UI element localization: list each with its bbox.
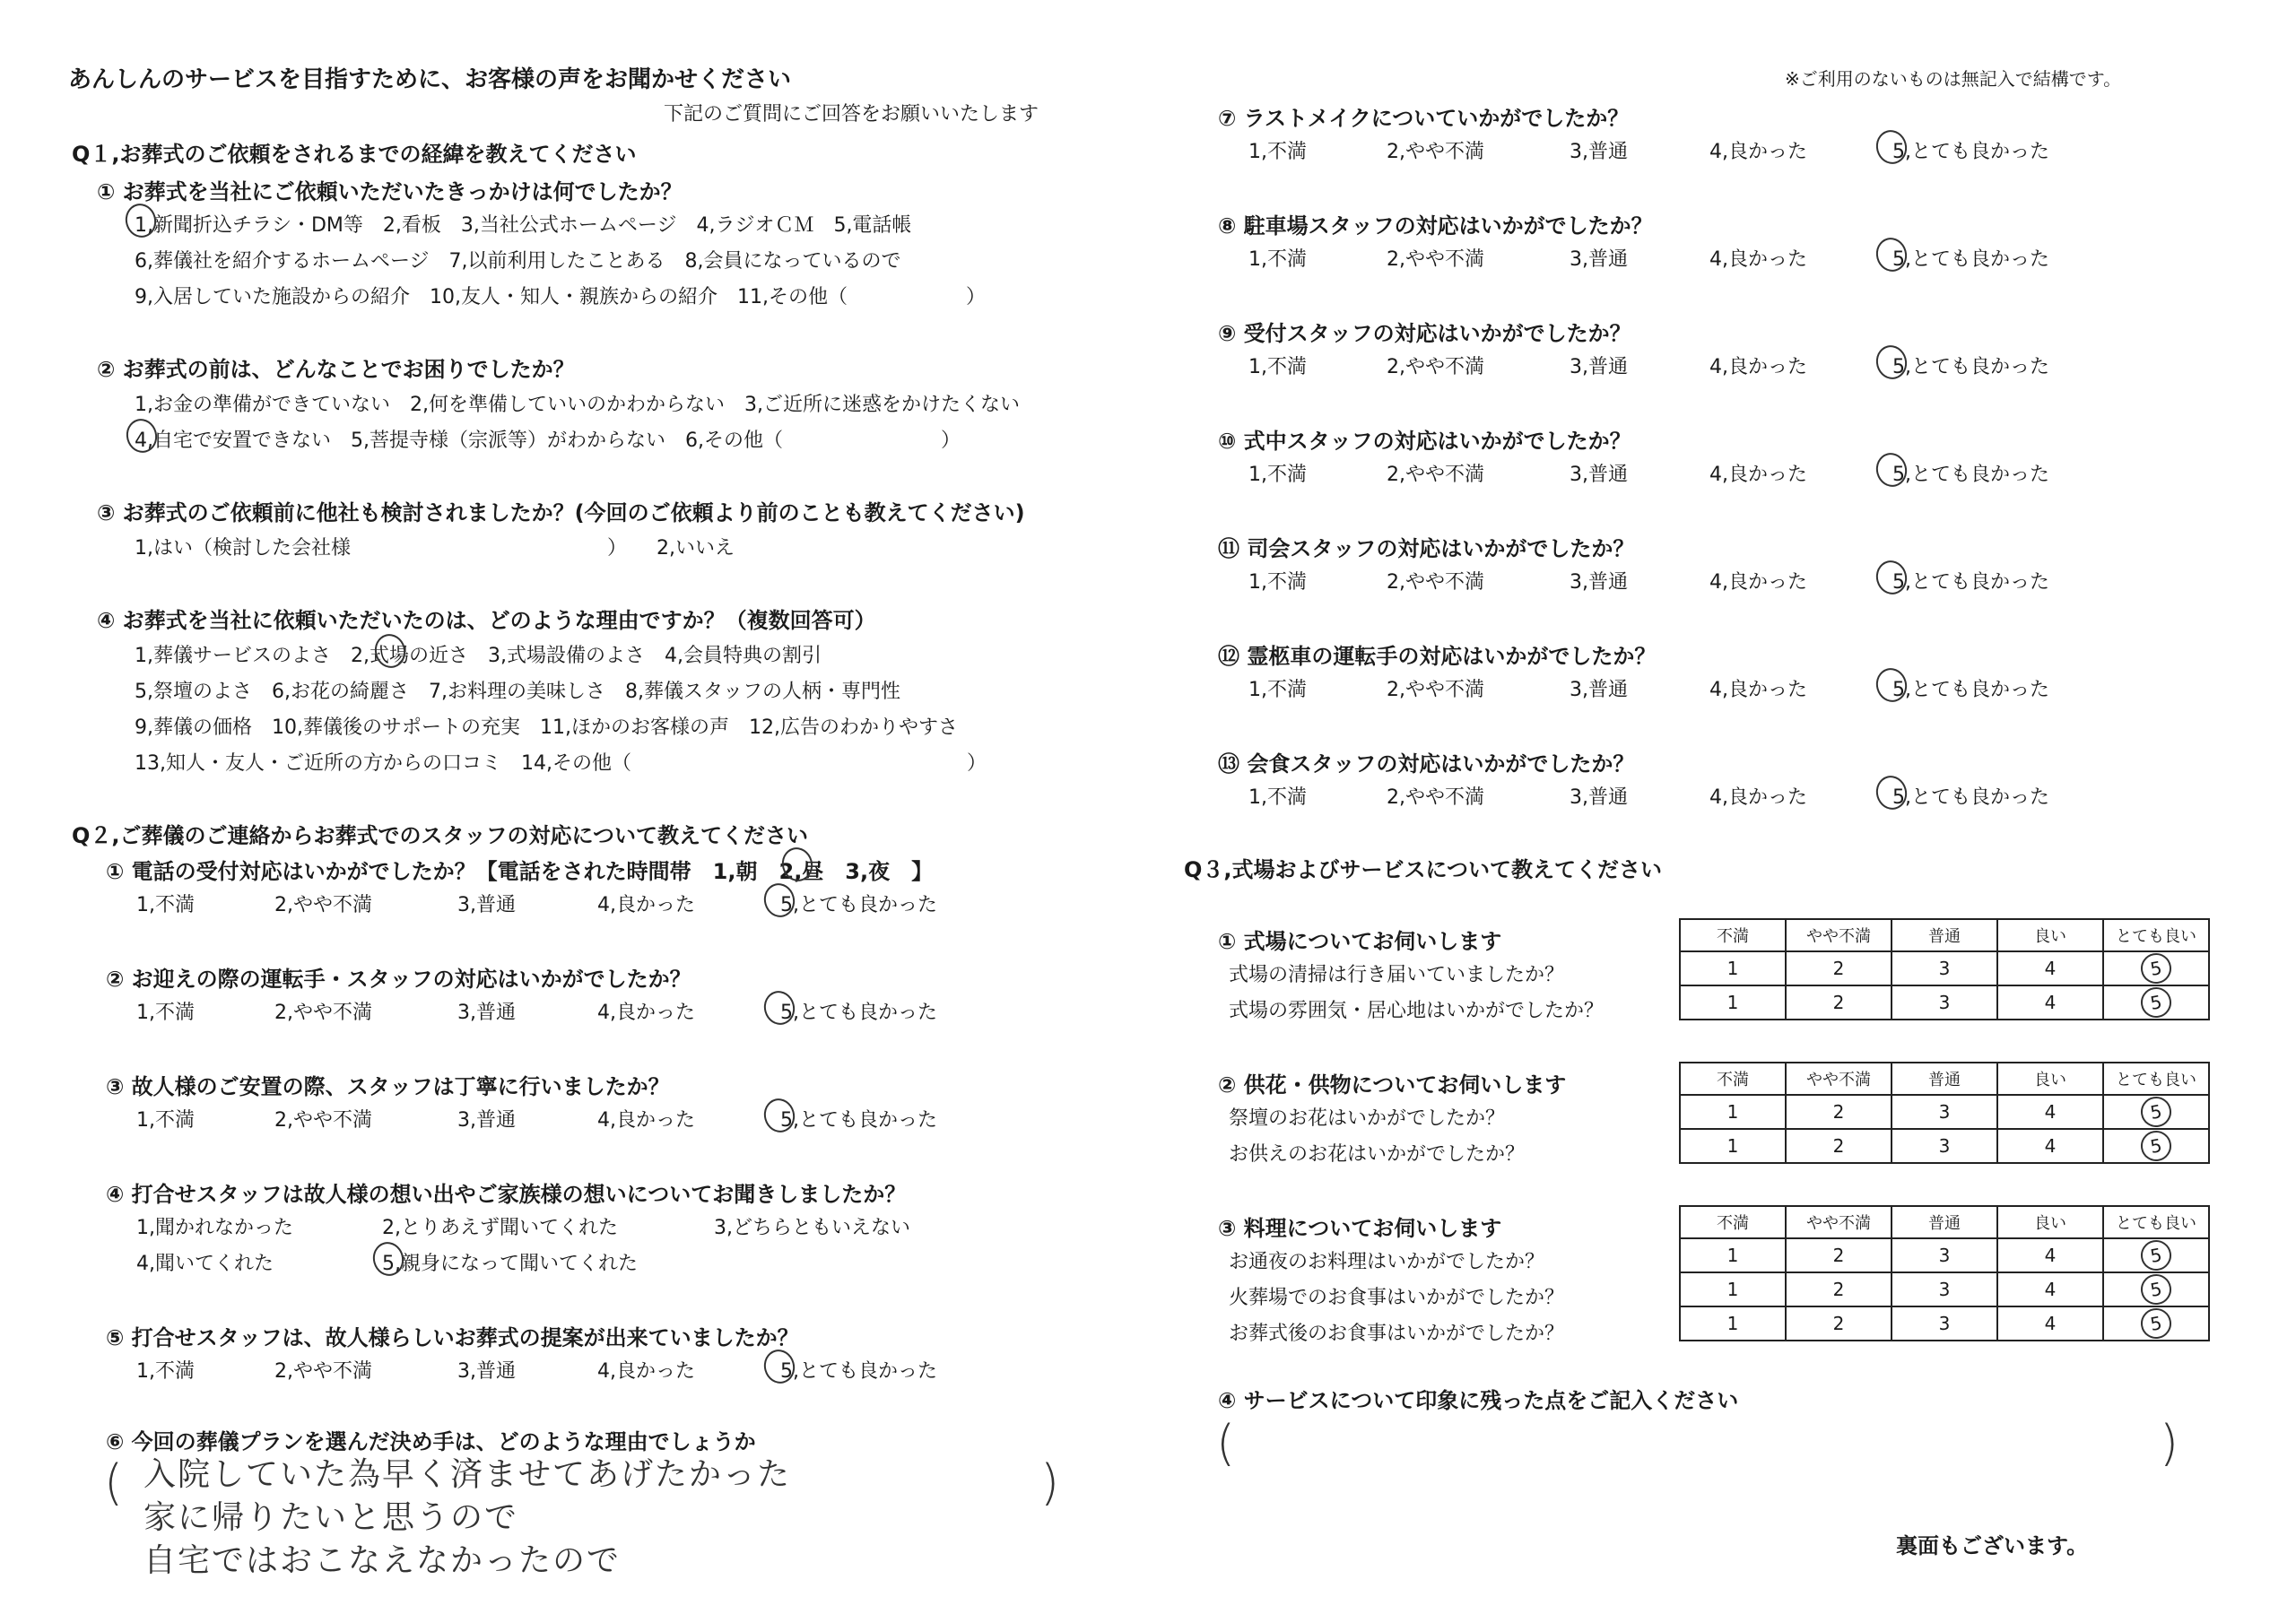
q1-heading: Q１,お葬式のご依頼をされるまでの経緯を教えてください — [72, 142, 637, 167]
rating-option: 4,良かった — [1709, 571, 1807, 594]
rating-option: 5,とても良かった — [1892, 464, 2049, 486]
q2-s5-title: ⑤ 打合せスタッフは、故人様らしいお葬式の提案が出来ていましたか？ — [106, 1325, 799, 1350]
q2-s6-title: ⑥ 今回の葬儀プランを選んだ決め手は、どのような理由でしょうか — [106, 1429, 756, 1454]
q2-s2-title: ② お迎えの際の運転手・スタッフの対応はいかがでしたか？ — [106, 967, 691, 992]
rating-option: 3,普通 — [1570, 141, 1628, 163]
q1-s4-line2: 5,祭壇のよさ 6,お花の綺麗さ 7,お料理の美味しさ 8,葬儀スタッフの人柄・専門性 — [135, 681, 900, 703]
rating-option: 5,とても良かった — [780, 894, 937, 916]
rating-cell — [2103, 1095, 2209, 1129]
q2-s1-title: ① 電話の受付対応はいかがでしたか？【電話をされた時間帯 1,朝 2,昼 3,夜 】 — [106, 859, 934, 884]
col-header: 良い — [1997, 919, 2103, 951]
q2-s4-title: ④ 打合せスタッフは故人様の想い出やご家族様の想いについてお聞きしましたか？ — [106, 1182, 907, 1207]
rating-option: 5,とても良かった — [1892, 571, 2049, 594]
page-note: ※ご利用のないものは無記入で結構です。 — [1785, 68, 2122, 90]
rating-cell: 2 — [1786, 1306, 1892, 1341]
q1-s4-line1: 1,葬儀サービスのよさ 2,式場の近さ 3,式場設備のよさ 4,会員特典の割引 — [135, 645, 822, 667]
col-header: やや不満 — [1786, 1206, 1892, 1238]
rating-cell: 1 — [1680, 1238, 1786, 1272]
rating-option: 3,普通 — [457, 894, 516, 916]
handwritten-answer-line2: 家に帰りたいと思うので — [144, 1499, 519, 1536]
rating-option: 4,良かった — [597, 1002, 695, 1024]
rating-cell: 4 — [1997, 985, 2103, 1020]
col-header: とても良い — [2103, 1206, 2209, 1238]
rating-option: 2,やや不満 — [1387, 248, 1484, 271]
col-header: 良い — [1997, 1206, 2103, 1238]
q1-s4-title: ④ お葬式を当社に依頼いただいたのは、どのような理由ですか？（複数回答可） — [97, 608, 876, 633]
rating-option: 3,普通 — [1570, 786, 1628, 809]
rating-option: 4,良かった — [597, 1109, 695, 1132]
rating-cell: 2 — [1786, 1129, 1892, 1163]
rating-option: 2,やや不満 — [1387, 571, 1484, 594]
q2-s13-title: ⑬ 会食スタッフの対応はいかがでしたか？ — [1218, 751, 1635, 777]
col-header: 普通 — [1892, 1206, 1997, 1238]
rating-cell: 3 — [1892, 1238, 1997, 1272]
answer-circle: 5 — [2138, 950, 2173, 985]
rating-option: 4,良かった — [1709, 679, 1807, 701]
rating-option: 1,不満 — [1248, 248, 1307, 271]
rating-option: 2,やや不満 — [1387, 356, 1484, 378]
rating-option: 2,やや不満 — [274, 1109, 372, 1132]
rating-option: 5,とても良かった — [1892, 248, 2049, 271]
answer-circle: 5 — [2138, 1094, 2173, 1129]
rating-option: 4,良かった — [1709, 786, 1807, 809]
rating-option: 4,良かった — [597, 894, 695, 916]
q1-s3-line1: 1,はい（検討した会社様 ） 2,いいえ — [135, 537, 735, 560]
q3-s2-row2-label: お供えのお花はいかがでしたか？ — [1229, 1143, 1526, 1166]
q2-s11-title: ⑪ 司会スタッフの対応はいかがでしたか？ — [1218, 536, 1635, 561]
rating-option: 4,良かった — [1709, 248, 1807, 271]
col-header: 普通 — [1892, 919, 1997, 951]
rating-cell: 2 — [1786, 1272, 1892, 1306]
col-header: とても良い — [2103, 919, 2209, 951]
q3-s4-title: ④ サービスについて印象に残った点をご記入ください — [1218, 1388, 1739, 1413]
page-title: あんしんのサービスを目指すために、お客様の声をお聞かせください — [68, 66, 792, 93]
rating-cell: 2 — [1786, 1238, 1892, 1272]
rating-cell: 2 — [1786, 985, 1892, 1020]
rating-cell: 4 — [1997, 1306, 2103, 1341]
rating-option: 1,不満 — [1248, 464, 1307, 486]
q1-s2-line1: 1,お金の準備ができていない 2,何を準備していいのかわからない 3,ご近所に迷惑をかけたくない — [135, 394, 1020, 416]
col-header: 不満 — [1680, 919, 1786, 951]
rating-cell: 2 — [1786, 1095, 1892, 1129]
q1-s2-title: ② お葬式の前は、どんなことでお困りでしたか？ — [97, 357, 575, 382]
q3-heading: Q３,式場およびサービスについて教えてください — [1184, 857, 1663, 882]
bracket-open-icon: ( — [104, 1454, 124, 1511]
rating-table — [1679, 1062, 2210, 1164]
answer-circle: 5 — [2138, 1271, 2173, 1306]
rating-option: 4,良かった — [1709, 356, 1807, 378]
table-row — [1680, 1272, 2209, 1306]
rating-option: 3,普通 — [1570, 248, 1628, 271]
rating-option: 2,やや不満 — [274, 894, 372, 916]
q3-s3-row3-label: お葬式後のお食事はいかがでしたか？ — [1229, 1323, 1565, 1345]
table-row — [1680, 1238, 2209, 1272]
page-subtitle: 下記のご質問にご回答をお願いいたします — [664, 103, 1039, 126]
table-row — [1680, 985, 2209, 1020]
handwritten-answer-line1: 入院していた為早く済ませてあげたかった — [144, 1456, 792, 1493]
rating-option: 3,普通 — [457, 1109, 516, 1132]
q3-s3-row2-label: 火葬場でのお食事はいかがでしたか？ — [1229, 1287, 1565, 1309]
answer-circle: 5 — [2138, 985, 2173, 1020]
q2-s4-opt3: 3,どちらともいえない — [714, 1217, 910, 1239]
rating-option: 5,とても良かった — [1892, 356, 2049, 378]
q2-heading: Q２,ご葬儀のご連絡からお葬式でのスタッフの対応について教えてください — [72, 823, 809, 848]
rating-cell: 3 — [1892, 985, 1997, 1020]
q1-s1-line3: 9,入居していた施設からの紹介 10,友人・知人・親族からの紹介 11,その他（ ） — [135, 286, 986, 308]
rating-cell — [2103, 985, 2209, 1020]
col-header: やや不満 — [1786, 919, 1892, 951]
rating-option: 5,とても良かった — [780, 1109, 937, 1132]
rating-cell: 1 — [1680, 1306, 1786, 1341]
rating-cell: 3 — [1892, 1129, 1997, 1163]
rating-option: 5,とても良かった — [780, 1002, 937, 1024]
rating-option: 1,不満 — [136, 1109, 195, 1132]
rating-cell: 1 — [1680, 1095, 1786, 1129]
col-header: 良い — [1997, 1063, 2103, 1095]
q2-s3-title: ③ 故人様のご安置の際、スタッフは丁寧に行いましたか？ — [106, 1074, 670, 1099]
q1-s1-line1: 1,新聞折込チラシ・DM等 2,看板 3,当社公式ホームページ 4,ラジオＣＭ 5,電話帳 — [135, 214, 912, 237]
rating-cell: 1 — [1680, 985, 1786, 1020]
rating-cell: 4 — [1997, 1272, 2103, 1306]
rating-option: 5,とても良かった — [780, 1360, 937, 1383]
rating-option: 2,やや不満 — [1387, 679, 1484, 701]
q1-s1-line2: 6,葬儀社を紹介するホームページ 7,以前利用したことある 8,会員になっているので — [135, 250, 901, 273]
table-row — [1680, 1129, 2209, 1163]
rating-table — [1679, 1205, 2210, 1341]
q3-s2-title: ② 供花・供物についてお伺いします — [1218, 1072, 1567, 1098]
col-header: やや不満 — [1786, 1063, 1892, 1095]
rating-cell: 2 — [1786, 951, 1892, 985]
rating-option: 2,やや不満 — [274, 1002, 372, 1024]
rating-option: 3,普通 — [457, 1002, 516, 1024]
q3-s3-title: ③ 料理についてお伺いします — [1218, 1216, 1502, 1241]
q1-s1-title: ① お葬式を当社にご依頼いただいたきっかけは何でしたか？ — [97, 179, 683, 204]
rating-option: 2,やや不満 — [1387, 464, 1484, 486]
rating-cell: 3 — [1892, 951, 1997, 985]
rating-cell: 4 — [1997, 1238, 2103, 1272]
rating-cell: 3 — [1892, 1306, 1997, 1341]
col-header: 不満 — [1680, 1206, 1786, 1238]
rating-cell: 1 — [1680, 951, 1786, 985]
rating-option: 5,とても良かった — [1892, 141, 2049, 163]
q2-s4-opt5: 5,親身になって聞いてくれた — [382, 1253, 638, 1275]
rating-option: 1,不満 — [136, 1360, 195, 1383]
q2-s9-title: ⑨ 受付スタッフの対応はいかがでしたか？ — [1218, 321, 1631, 346]
rating-option: 2,やや不満 — [1387, 141, 1484, 163]
table-row — [1680, 1306, 2209, 1341]
rating-option: 2,やや不満 — [274, 1360, 372, 1383]
answer-circle: 5 — [2138, 1237, 2173, 1272]
col-header: 不満 — [1680, 1063, 1786, 1095]
q1-s3-title: ③ お葬式のご依頼前に他社も検討されましたか？(今回のご依頼より前のことも教えてください) — [97, 500, 1025, 525]
q1-s4-line4: 13,知人・友人・ご近所の方からの口コミ 14,その他（ ） — [135, 752, 987, 775]
q3-s3-row1-label: お通夜のお料理はいかがでしたか？ — [1229, 1251, 1545, 1273]
back-note: 裏面もございます。 — [1896, 1533, 2089, 1558]
rating-table — [1679, 918, 2210, 1020]
q3-s1-title: ① 式場についてお伺いします — [1218, 929, 1502, 954]
rating-cell — [2103, 1306, 2209, 1341]
rating-option: 5,とても良かった — [1892, 679, 2049, 701]
rating-cell — [2103, 1129, 2209, 1163]
rating-option: 1,不満 — [1248, 356, 1307, 378]
rating-cell — [2103, 1272, 2209, 1306]
bracket-close-icon: ) — [2160, 1415, 2179, 1471]
handwritten-answer-line3: 自宅ではおこなえなかったので — [144, 1542, 622, 1579]
rating-option: 3,普通 — [457, 1360, 516, 1383]
rating-cell: 3 — [1892, 1272, 1997, 1306]
q2-s12-title: ⑫ 霊柩車の運転手の対応はいかがでしたか？ — [1218, 644, 1657, 669]
rating-option: 1,不満 — [136, 1002, 195, 1024]
col-header: とても良い — [2103, 1063, 2209, 1095]
rating-option: 1,不満 — [1248, 679, 1307, 701]
rating-option: 1,不満 — [136, 894, 195, 916]
rating-cell: 1 — [1680, 1129, 1786, 1163]
rating-cell: 4 — [1997, 1095, 2103, 1129]
q2-s4-opt2: 2,とりあえず聞いてくれた — [382, 1217, 618, 1239]
table-row — [1680, 951, 2209, 985]
q2-s4-opt4: 4,聞いてくれた — [136, 1253, 274, 1275]
rating-option: 3,普通 — [1570, 571, 1628, 594]
rating-option: 1,不満 — [1248, 141, 1307, 163]
rating-option: 4,良かった — [597, 1360, 695, 1383]
q2-s8-title: ⑧ 駐車場スタッフの対応はいかがでしたか？ — [1218, 213, 1653, 239]
q2-s7-title: ⑦ ラストメイクについていかがでしたか？ — [1218, 106, 1630, 131]
rating-option: 3,普通 — [1570, 464, 1628, 486]
q3-s2-row1-label: 祭壇のお花はいかがでしたか？ — [1229, 1107, 1506, 1130]
q2-s4-opt1: 1,聞かれなかった — [136, 1217, 293, 1239]
rating-option: 4,良かった — [1709, 141, 1807, 163]
rating-cell: 3 — [1892, 1095, 1997, 1129]
rating-option: 1,不満 — [1248, 571, 1307, 594]
q3-s1-row2-label: 式場の雰囲気・居心地はいかがでしたか？ — [1229, 1000, 1605, 1022]
rating-cell — [2103, 1238, 2209, 1272]
rating-option: 2,やや不満 — [1387, 786, 1484, 809]
bracket-open-icon: ( — [1216, 1415, 1236, 1471]
rating-cell — [2103, 951, 2209, 985]
rating-option: 4,良かった — [1709, 464, 1807, 486]
rating-option: 3,普通 — [1570, 356, 1628, 378]
bracket-close-icon: ) — [1040, 1454, 1060, 1511]
rating-option: 5,とても良かった — [1892, 786, 2049, 809]
rating-option: 1,不満 — [1248, 786, 1307, 809]
q1-s2-line2: 4,自宅で安置できない 5,菩提寺様（宗派等）がわからない 6,その他（ ） — [135, 430, 961, 452]
rating-cell: 4 — [1997, 951, 2103, 985]
answer-circle: 5 — [2138, 1306, 2173, 1341]
q3-s1-row1-label: 式場の清掃は行き届いていましたか？ — [1229, 964, 1565, 986]
rating-cell: 4 — [1997, 1129, 2103, 1163]
rating-option: 3,普通 — [1570, 679, 1628, 701]
answer-circle: 5 — [2138, 1128, 2173, 1163]
col-header: 普通 — [1892, 1063, 1997, 1095]
table-row — [1680, 1095, 2209, 1129]
q2-s10-title: ⑩ 式中スタッフの対応はいかがでしたか？ — [1218, 429, 1631, 454]
q1-s4-line3: 9,葬儀の価格 10,葬儀後のサポートの充実 11,ほかのお客様の声 12,広告のわかりやすさ — [135, 716, 958, 739]
rating-cell: 1 — [1680, 1272, 1786, 1306]
